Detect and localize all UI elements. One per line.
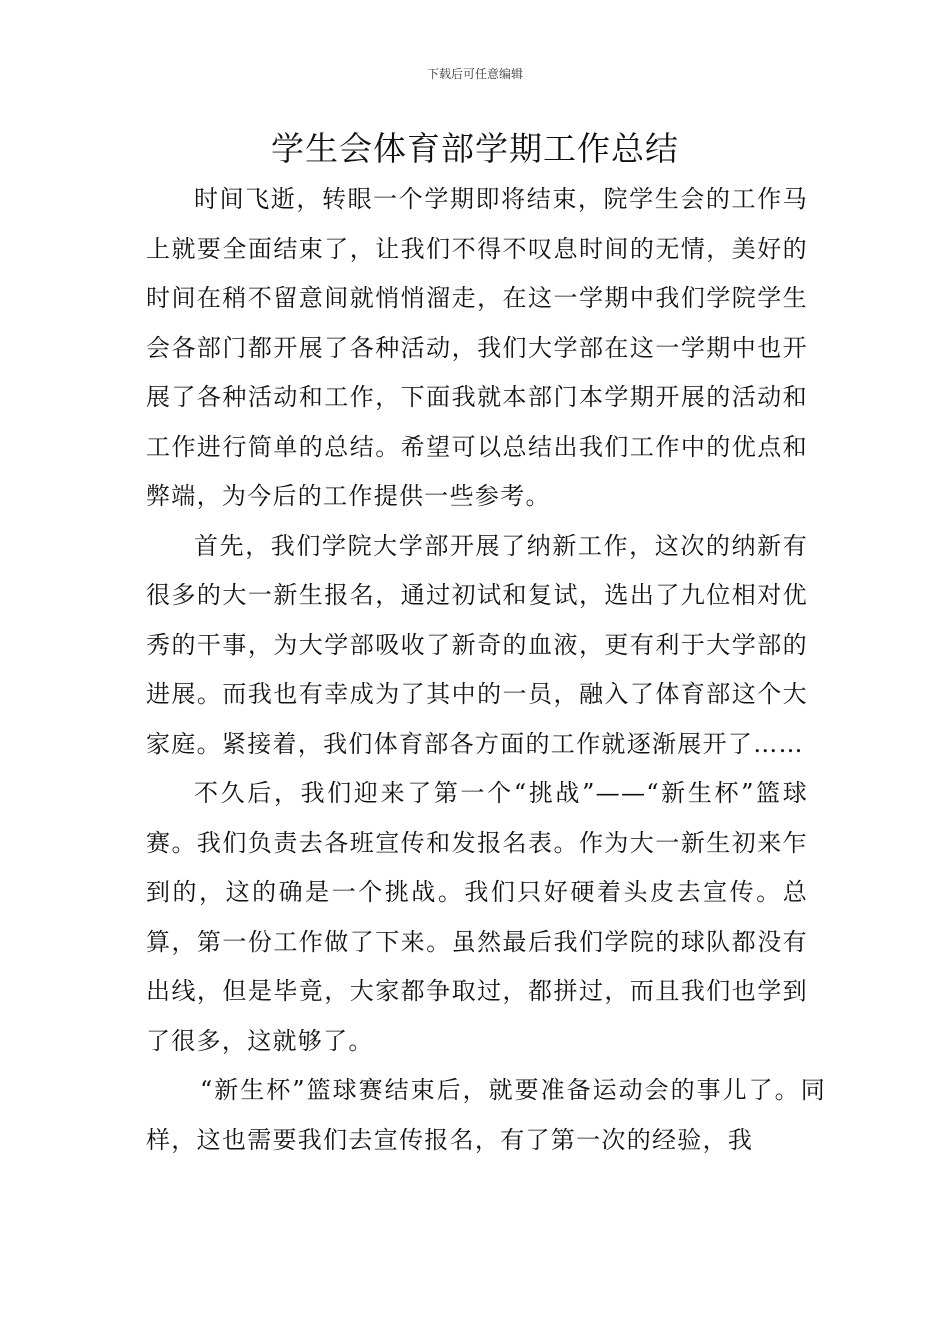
paragraph-basketball: 不久后，我们迎来了第一个“挑战”——“新生杯”篮球赛。我们负责去各班宣传和发报名表。作为大一新生初来乍到的，这的确是一个挑战。我们只好硬着头皮去宣传。总算，第一份工作做了下来。虽然最后我们学院的球队都没有出线，但是毕竟，大家都争取过，都拼过，而且我们也学到了很多，这就够了。	[146, 779, 808, 1055]
document-body	[146, 175, 826, 1165]
paragraph-intro: 时间飞逝，转眼一个学期即将结束，院学生会的工作马上就要全面结束了，让我们不得不叹息时间的无情，美好的时间在稍不留意间就悄悄溜走，在这一学期中我们学院学生会各部门都开展了各种活动，我们大学部在这一学期中也开展了各种活动和工作，下面我就本部门本学期开展的活动和工作进行简单的总结。希望可以总结出我们工作中的优点和弊端，为今后的工作提供一些参考。	[146, 185, 808, 510]
header-note: 下载后可任意编辑	[426, 67, 523, 81]
document-title: 学生会体育部学期工作总结	[271, 129, 679, 168]
paragraph-recruitment: 首先，我们学院大学部开展了纳新工作，这次的纳新有很多的大一新生报名，通过初试和复试，选出了九位相对优秀的干事，为大学部吸收了新奇的血液，更有利于大学部的进展。而我也有幸成为了其中的一员，融入了体育部这个大家庭。紧接着，我们体育部各方面的工作就逐渐展开了……	[146, 531, 808, 758]
paragraph-sports-meet: “新生杯”篮球赛结束后，就要准备运动会的事儿了。同样，这也需要我们去宣传报名，有了第一次的经验，我	[146, 1076, 826, 1154]
